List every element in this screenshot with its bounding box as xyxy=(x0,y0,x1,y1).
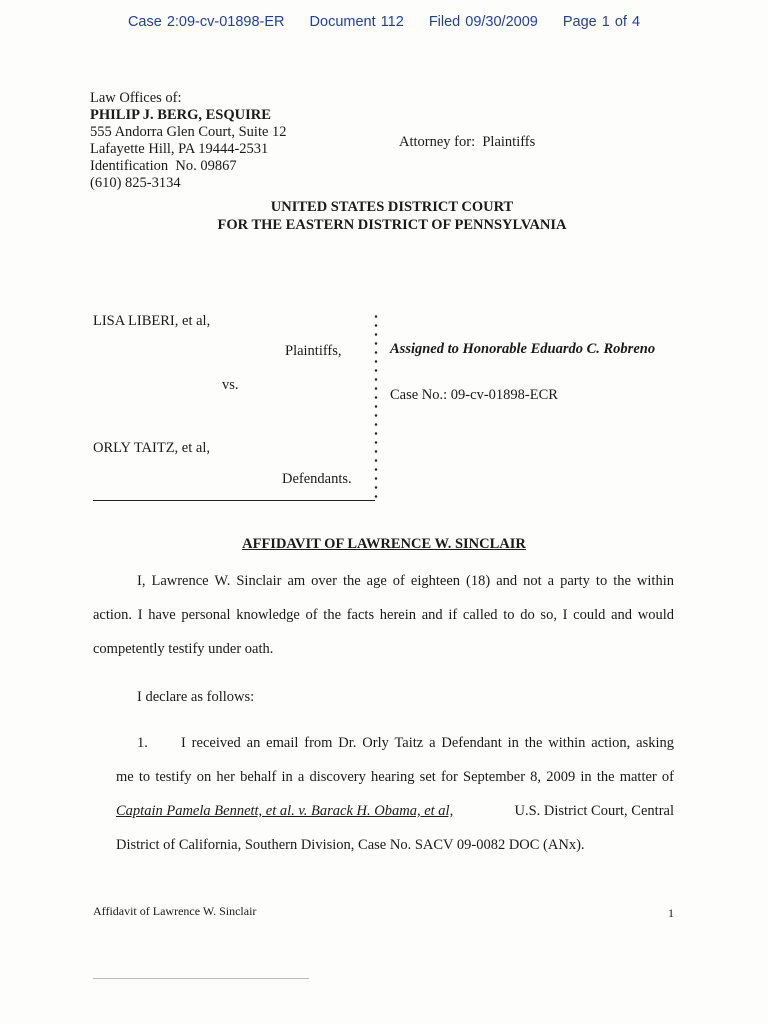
plaintiff-name: LISA LIBERI, et al, xyxy=(93,313,211,329)
filed-date-header: Filed 09/30/2009 xyxy=(428,14,538,30)
footer-label: Affidavit of Lawrence W. Sinclair xyxy=(93,904,257,918)
caption-rule xyxy=(93,500,375,501)
filing-header xyxy=(0,14,768,30)
document-number-header: Document 112 xyxy=(309,14,404,30)
item-1-line-1: I received an email from Dr. Orly Taitz a Defendant in the within action, asking xyxy=(181,735,674,751)
document-title xyxy=(0,536,768,553)
attorney-name: PHILIP J. BERG, ESQUIRE xyxy=(90,107,271,123)
case-citation: Captain Pamela Bennett, et al. v. Barack H. Obama, et al, xyxy=(116,803,454,819)
case-number: Case No.: 09-cv-01898-ECR xyxy=(390,387,558,403)
versus-label: vs. xyxy=(222,377,239,393)
attorney-phone: (610) 825-3134 xyxy=(90,175,181,191)
footer-page-number: 1 xyxy=(668,906,674,920)
court-line-1: UNITED STATES DISTRICT COURT xyxy=(270,199,514,215)
caption-divider xyxy=(373,312,379,500)
page-count-header: Page 1 of 4 xyxy=(562,14,641,30)
law-offices-label: Law Offices of: xyxy=(90,90,182,106)
paragraph-1-line-2: action. I have personal knowledge of the facts herein and if called to do so, I could and would xyxy=(93,607,674,623)
item-1-number: 1. xyxy=(137,735,148,751)
paragraph-1-line-1: I, Lawrence W. Sinclair am over the age of eighteen (18) and not a party to the within xyxy=(137,573,674,589)
attorney-address-1: 555 Andorra Glen Court, Suite 12 xyxy=(90,124,287,140)
assigned-judge: Assigned to Honorable Eduardo C. Robreno xyxy=(390,341,656,357)
item-1-line-4: District of California, Southern Division, Case No. SACV 09-0082 DOC (ANx). xyxy=(116,837,585,853)
paragraph-1-line-3: competently testify under oath. xyxy=(93,641,274,657)
item-1-line-2: me to testify on her behalf in a discovery hearing set for September 8, 2009 in the matter of xyxy=(116,769,674,785)
court-line-2: FOR THE EASTERN DISTRICT OF PENNSYLVANIA xyxy=(217,217,567,233)
attorney-address-2: Lafayette Hill, PA 19444-2531 xyxy=(90,141,269,157)
declare-line: I declare as follows: xyxy=(137,689,255,705)
attorney-identification: Identification No. 09867 xyxy=(90,158,237,174)
bottom-rule xyxy=(93,978,309,979)
item-1-line-3 xyxy=(116,803,674,820)
item-1-line-3-rest: U.S. District Court, Central xyxy=(510,803,674,819)
attorney-block xyxy=(90,90,287,192)
document-title-text: AFFIDAVIT OF LAWRENCE W. SINCLAIR xyxy=(242,536,526,552)
attorney-for: Attorney for: Plaintiffs xyxy=(399,134,536,150)
defendants-label: Defendants. xyxy=(282,471,352,487)
defendant-name: ORLY TAITZ, et al, xyxy=(93,440,210,456)
plaintiffs-label: Plaintiffs, xyxy=(285,343,342,359)
case-number-header: Case 2:09-cv-01898-ER xyxy=(127,14,285,30)
court-heading xyxy=(0,198,768,234)
